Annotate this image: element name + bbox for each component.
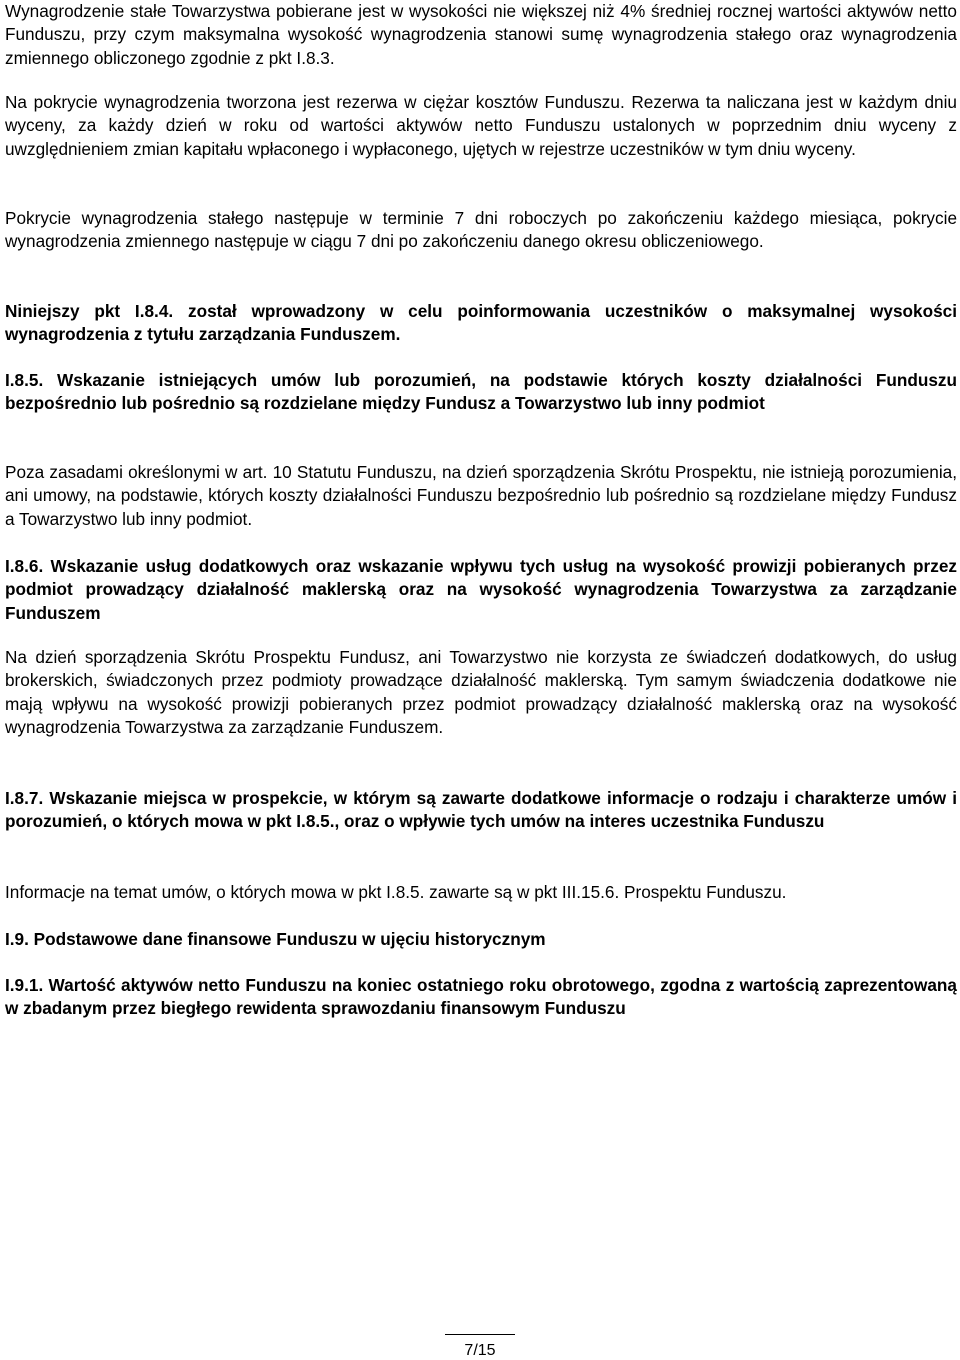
paragraph-pkt-184-note: Niniejszy pkt I.8.4. został wprowadzony w celu poinformowania uczestników o maksymalnej wysokości wynagrodzenia z tytułu zarządzania Funduszem. <box>5 301 957 345</box>
section-heading-186: I.8.6. Wskazanie usług dodatkowych oraz wskazanie wpływu tych usług na wysokość prowizji pobieranych przez podmiot prowadzący działalność maklerską oraz na wysokość wynagrodzenia Towarzystwa za zarządzanie Funduszem <box>5 556 957 623</box>
footer-rule <box>445 1334 515 1335</box>
paragraph-agreements-info: Informacje na temat umów, o których mowa w pkt I.8.5. zawarte są w pkt III.15.6. Prospektu Funduszu. <box>5 882 787 902</box>
paragraph-additional-services: Na dzień sporządzenia Skrótu Prospektu Fundusz, ani Towarzystwo nie korzysta ze świadczeń dodatkowych, do usług brokerskich, świadczonych przez podmioty prowadzące działalność maklerską. Tym samym świadczenia dodatkowe nie mają wpływu na wysokość prowizji pobieranych przez podmiot prowadzący działalność maklerską oraz na wysokość wynagrodzenia Towarzystwa za zarządzanie Funduszem. <box>5 647 957 738</box>
section-heading-191: I.9.1. Wartość aktywów netto Funduszu na koniec ostatniego roku obrotowego, zgodna z wartością zaprezentowaną w zbadanym przez biegłego rewidenta sprawozdaniu finansowym Funduszu <box>5 975 957 1019</box>
section-heading-19: I.9. Podstawowe dane finansowe Funduszu w ujęciu historycznym <box>5 929 546 949</box>
paragraph-fee-coverage: Pokrycie wynagrodzenia stałego następuje w terminie 7 dni roboczych po zakończeniu każdego miesiąca, pokrycie wynagrodzenia zmiennego następuje w ciągu 7 dni po zakończeniu danego okresu obliczeniowego. <box>5 208 957 252</box>
section-heading-187: I.8.7. Wskazanie miejsca w prospekcie, w którym są zawarte dodatkowe informacje o rodzaju i charakterze umów i porozumień, o których mowa w pkt I.8.5., oraz o wpływie tych umów na interes uczestnika Funduszu <box>5 788 957 832</box>
paragraph-agreements: Poza zasadami określonymi w art. 10 Statutu Funduszu, na dzień sporządzenia Skrótu Prospektu, nie istnieją porozumienia, ani umowy, na podstawie, których koszty działalności Funduszu bezpośrednio lub pośrednio są rozdzielane między Fundusz a Towarzystwo lub inny podmiot. <box>5 462 957 529</box>
paragraph-fee-fixed: Wynagrodzenie stałe Towarzystwa pobierane jest w wysokości nie większej niż 4% średniej rocznej wartości aktywów netto Funduszu, przy czym maksymalna wysokość wynagrodzenia stanowi sumę wynagrodzenia stałego oraz wynagrodzenia zmiennego obliczonego zgodnie z pkt I.8.3. <box>5 1 957 68</box>
page-number: 7/15 <box>464 1342 496 1359</box>
paragraph-fee-reserve: Na pokrycie wynagrodzenia tworzona jest rezerwa w ciężar kosztów Funduszu. Rezerwa ta naliczana jest w każdym dniu wyceny, za każdy dzień w roku od wartości aktywów netto Funduszu ustalonych w poprzednim dniu wyceny z uwzględnieniem zmian kapitału wpłaconego i wypłaconego, ujętych w rejestrze uczestników w tym dniu wyceny. <box>5 92 957 159</box>
section-heading-185: I.8.5. Wskazanie istniejących umów lub porozumień, na podstawie których koszty działalności Funduszu bezpośrednio lub pośrednio są rozdzielane między Fundusz a Towarzystwo lub inny podmiot <box>5 370 957 414</box>
